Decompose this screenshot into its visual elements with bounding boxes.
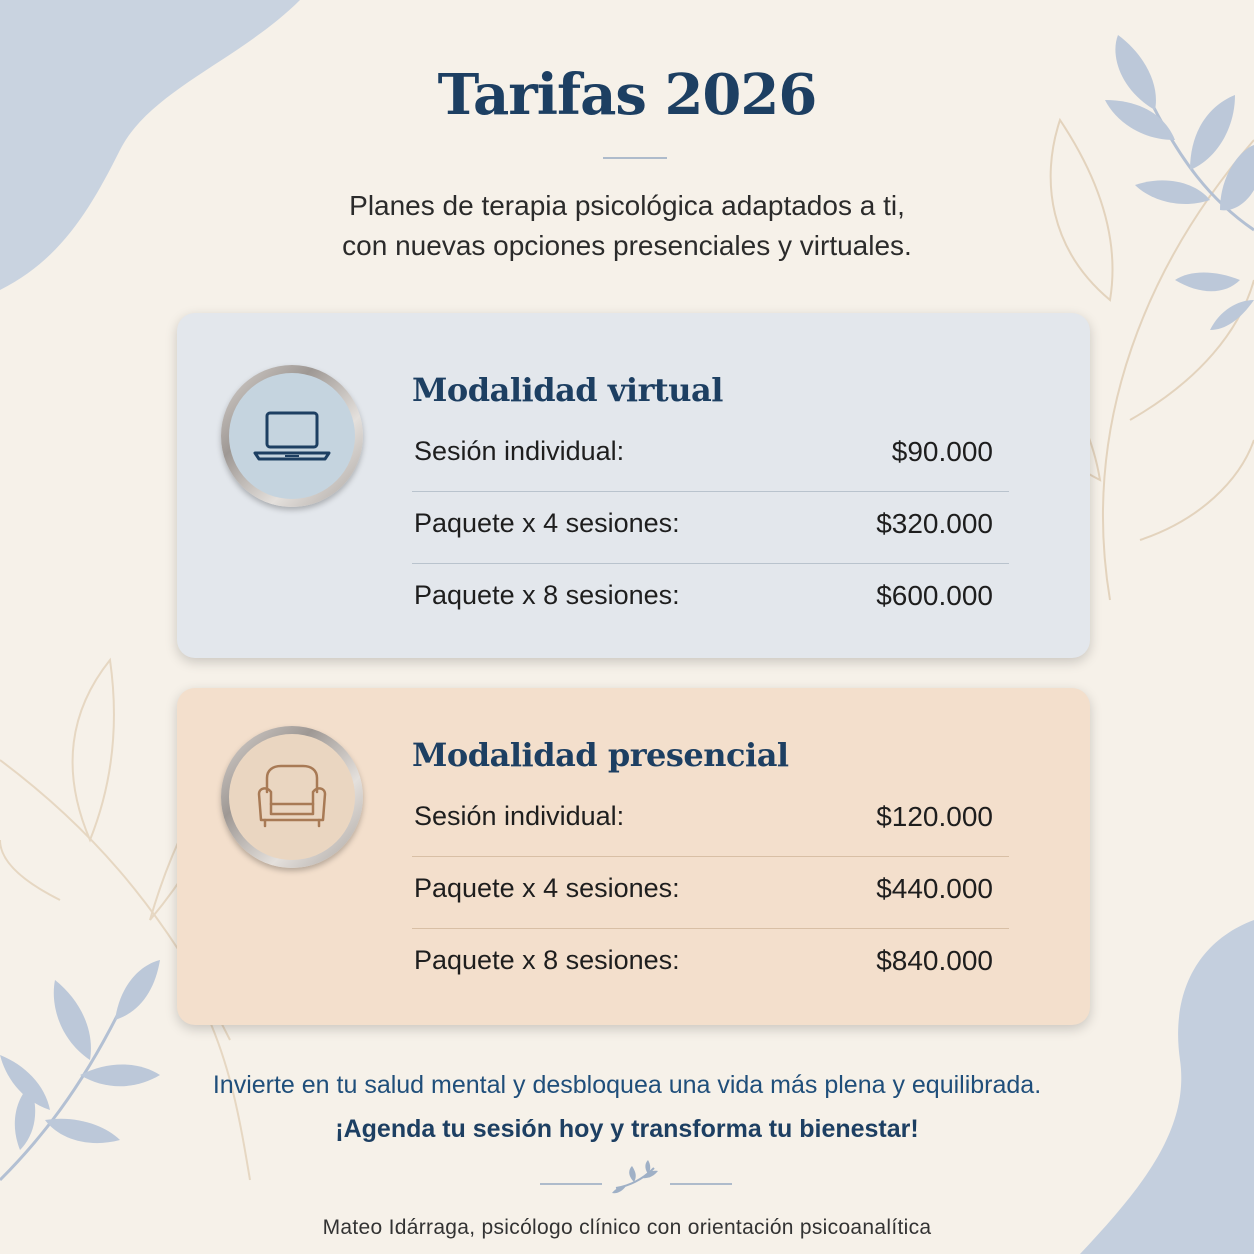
price-row-label: Paquete x 8 sesiones: [414,580,680,610]
price-row [412,928,1009,1000]
price-row-value: $600.000 [876,580,993,611]
price-row-label: Sesión individual: [414,436,625,466]
laptop-icon-badge [221,365,363,507]
price-row-label: Paquete x 4 sesiones: [414,873,680,903]
price-row-value: $840.000 [876,945,993,976]
price-row [412,420,1009,491]
price-row-value: $320.000 [876,508,993,539]
price-row-value: $440.000 [876,873,993,904]
call-to-action: ¡Agenda tu sesión hoy y transforma tu bienestar! [335,1115,919,1143]
leaf-ornament-icon [538,1160,734,1200]
price-row-label: Sesión individual: [414,801,625,831]
laptop-icon [229,373,355,499]
price-row-value: $90.000 [891,436,993,467]
subtitle-line-1: Planes de terapia psicológica adaptados a ti, [349,190,905,221]
plan-card-virtual [177,313,1090,658]
armchair-icon [229,734,355,860]
subtitle [0,186,1254,266]
price-row [412,491,1009,563]
page-title: Tarifas 2026 [437,62,817,128]
price-list [412,420,1009,635]
price-row-label: Paquete x 4 sesiones: [414,508,680,538]
armchair-icon-badge [221,726,363,868]
footer-message: Invierte en tu salud mental y desbloquea una vida más plena y equilibrada. [212,1071,1042,1099]
price-list [412,785,1009,1000]
title-divider [603,157,667,159]
price-row [412,785,1009,856]
price-row [412,563,1009,635]
plan-title: Modalidad presencial [412,736,789,774]
plan-card-presencial [177,688,1090,1025]
leaf-branch-bottom-left [0,960,160,1180]
price-row-value: $120.000 [876,801,993,832]
plan-title: Modalidad virtual [412,371,723,409]
subtitle-line-2: con nuevas opciones presenciales y virtuales. [342,230,912,261]
author-signature: Mateo Idárraga, psicólogo clínico con orientación psicoanalítica [322,1216,932,1239]
price-row-label: Paquete x 8 sesiones: [414,945,680,975]
price-row [412,856,1009,928]
